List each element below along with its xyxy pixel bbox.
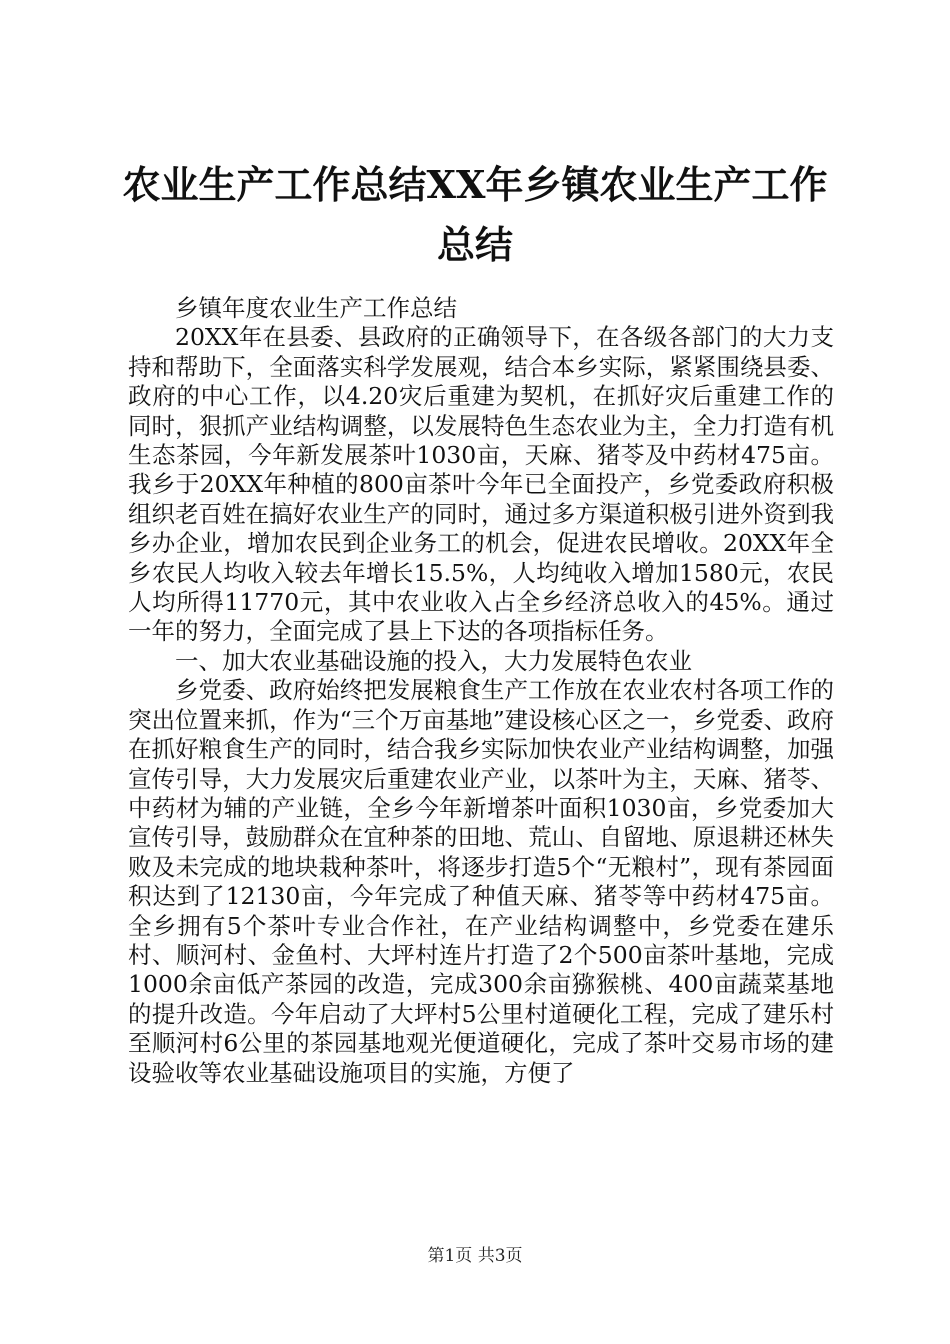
document-body bbox=[128, 294, 834, 1088]
paragraph-intro: 20XX年在县委、县政府的正确领导下，在各级各部门的大力支持和帮助下，全面落实科学发展观，结合本乡实际，紧紧围绕县委、政府的中心工作，以4.20灾后重建为契机，在抓好灾后重建工作的同时，狠抓产业结构调整，以发展特色生态农业为主，全力打造有机生态茶园，今年新发展茶叶1030亩，天麻、猪苓及中药材475亩。我乡于20XX年种植的800亩茶叶今年已全面投产，乡党委政府积极组织老百姓在搞好农业生产的同时，通过多方渠道积极引进外资到我乡办企业，增加农民到企业务工的机会，促进农民增收。20XX年全乡农民人均收入较去年增长15.5%，人均纯收入增加1580元，农民人均所得11770元，其中农业收入占全乡经济总收入的45%。通过一年的努力，全面完成了县上下达的各项指标任务。 bbox=[128, 323, 834, 646]
section-heading-1: 一、加大农业基础设施的投入，大力发展特色农业 bbox=[175, 646, 692, 675]
document-title: 农业生产工作总结XX年乡镇农业生产工作总结 bbox=[122, 162, 828, 267]
paragraph-section-1: 乡党委、政府始终把发展粮食生产工作放在农业农村各项工作的突出位置来抓，作为“三个万亩基地”建设核心区之一，乡党委、政府在抓好粮食生产的同时，结合我乡实际加快农业产业结构调整，加强宣传引导，大力发展灾后重建农业产业，以茶叶为主，天麻、猪苓、中药材为辅的产业链，全乡今年新增茶叶面积1030亩，乡党委加大宣传引导，鼓励群众在宜种茶的田地、荒山、自留地、原退耕还林失败及未完成的地块栽种茶叶，将逐步打造5个“无粮村”，现有茶园面积达到了12130亩，今年完成了种值天麻、猪苓等中药材475亩。全乡拥有5个茶叶专业合作社，在产业结构调整中，乡党委在建乐村、顺河村、金鱼村、大坪村连片打造了2个500亩茶叶基地，完成1000余亩低产茶园的改造，完成300余亩猕猴桃、400亩蔬菜基地的提升改造。今年启动了大坪村5公里村道硬化工程，完成了建乐村至顺河村6公里的茶园基地观光便道硬化，完成了茶叶交易市场的建设验收等农业基础设施项目的实施，方便了 bbox=[128, 676, 834, 1087]
paragraph-subtitle: 乡镇年度农业生产工作总结 bbox=[175, 294, 457, 322]
page-footer: 第1页 共3页 bbox=[427, 1246, 523, 1266]
